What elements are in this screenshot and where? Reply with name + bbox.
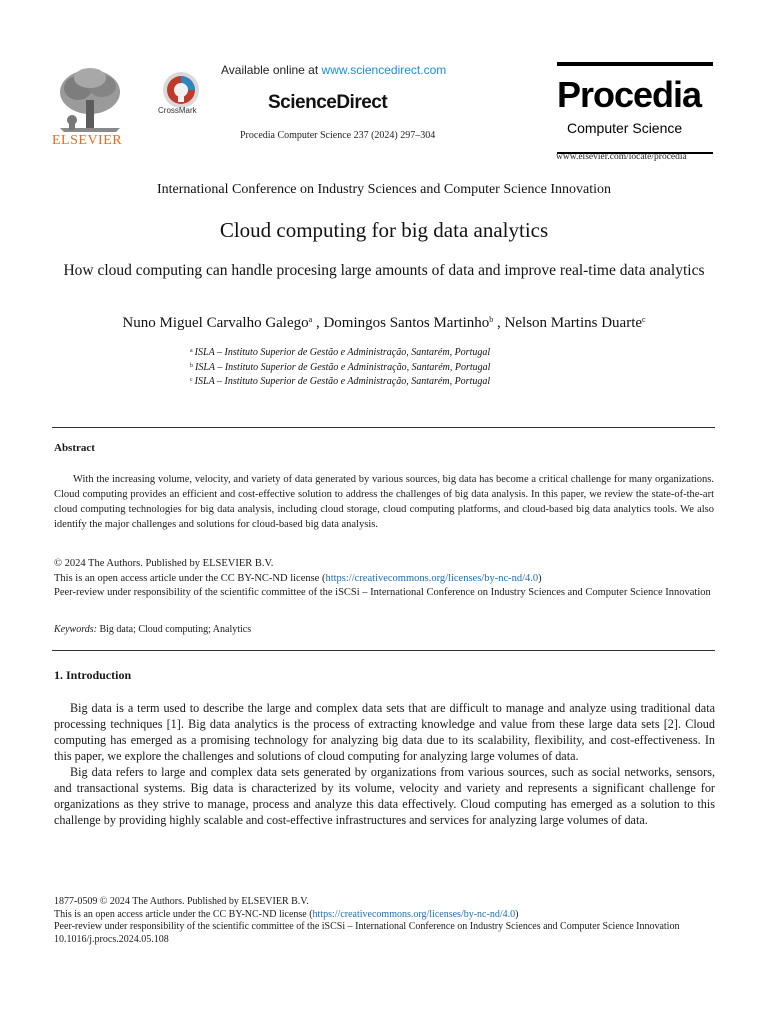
conference-name: International Conference on Industry Sciences and Computer Science Innovation <box>156 182 612 197</box>
crossmark-icon[interactable] <box>157 70 207 126</box>
available-online <box>221 63 446 77</box>
affiliation-mark: b <box>190 362 193 369</box>
author-separator: , <box>312 315 324 331</box>
elsevier-wordmark: ELSEVIER <box>52 133 123 148</box>
sciencedirect-title: ScienceDirect <box>268 92 388 113</box>
abstract-text: With the increasing volume, velocity, and variety of data generated by various sources, big data has become a critical challenge for many organizations. Cloud computing provides an efficient and cost-effective solution to address the challenges of big data analysis. In this paper, we review the state-of-the-art cloud computing technologies for big data analysis, including cloud storage, cloud computing platforms, and cloud-based big data analytics tools. We also identify the major challenges and solutions for cloud-based big data analysis. <box>54 474 714 530</box>
footer-open-access-suffix: ) <box>515 908 519 920</box>
license-block <box>54 557 714 601</box>
issn-line: 1877-0509 © 2024 The Authors. Published by ELSEVIER B.V. <box>54 896 309 907</box>
abstract-top-rule <box>52 427 715 428</box>
journal-reference: Procedia Computer Science 237 (2024) 297–304 <box>240 130 436 141</box>
affiliation-list <box>190 345 610 389</box>
license-link[interactable]: https://creativecommons.org/licenses/by-nc-nd/4.0 <box>325 572 539 584</box>
keywords-list: Big data; Cloud computing; Analytics <box>99 624 252 635</box>
footer-peer-review: Peer-review under responsibility of the scientific committee of the iSCSi – International Conference on Industry Sciences and Computer Science Innovation <box>54 921 680 933</box>
paper-title: Cloud computing for big data analytics <box>219 218 549 242</box>
sciencedirect-link[interactable]: www.sciencedirect.com <box>321 63 447 77</box>
procedia-wordmark: Procedia <box>557 74 702 115</box>
introduction-heading: 1. Introduction <box>54 668 132 682</box>
author-list <box>0 315 768 332</box>
affiliation <box>190 345 610 360</box>
affiliation-text: ISLA – Instituto Superior de Gestão e Administração, Santarém, Portugal <box>195 361 491 373</box>
journal-header <box>0 56 768 168</box>
affiliation-mark: c <box>190 377 193 383</box>
author-name: Nuno Miguel Carvalho Galego <box>122 315 309 331</box>
author-mark: b <box>489 315 494 324</box>
available-prefix: Available online at <box>221 63 322 77</box>
abstract-heading: Abstract <box>54 442 95 454</box>
affiliation <box>190 360 610 375</box>
introduction-body <box>54 700 715 828</box>
journal-url[interactable]: www.elsevier.com/locate/procedia <box>556 152 687 162</box>
peer-review-line: Peer-review under responsibility of the scientific committee of the iSCSi – International Conference on Industry Sciences and Computer Science Innovation <box>54 587 711 598</box>
keywords-line <box>54 624 251 635</box>
procedia-subtitle: Computer Science <box>567 120 683 136</box>
open-access-suffix: ) <box>538 572 542 584</box>
paragraph: Big data refers to large and complex data sets generated by organizations from various sources, such as social networks, sensors, and transactional systems. Big data is characterized by its volume, velocity and variety and represents a significant challenge for organizations as they strive to manage, process and analyze this data effectively. Cloud computing has emerged as a solution to this challenge by providing highly scalable and cost-effective infrastructures and services for analyzing large volumes of data. <box>54 765 715 827</box>
affiliation <box>190 374 610 389</box>
author-mark: c <box>642 315 646 324</box>
doi-line[interactable]: 10.1016/j.procs.2024.05.108 <box>54 933 169 945</box>
open-access-prefix: This is an open access article under the CC BY-NC-ND license ( <box>54 572 326 584</box>
paper-subtitle: How cloud computing can handle procesing large amounts of data and improve real-time data analytics <box>63 262 705 279</box>
author-mark: a <box>308 315 313 324</box>
keywords-label: Keywords: <box>54 624 97 635</box>
crossmark-label: CrossMark <box>158 106 197 115</box>
footer-license-link[interactable]: https://creativecommons.org/licenses/by-nc-nd/4.0 <box>312 908 516 920</box>
affiliation-text: ISLA – Instituto Superior de Gestão e Administração, Santarém, Portugal <box>194 347 491 358</box>
affiliation-mark: a <box>190 348 193 354</box>
paragraph: Big data is a term used to describe the large and complex data sets that are difficult to manage and analyze using traditional data processing techniques [1]. Big data analytics is the process of extracting knowledge and value from these large data sets [2]. Cloud computing has emerged as a promising technology for analyzing big data due to its scalability, flexibility, and cost-effectiveness. In this paper, we explore the challenges and solutions of cloud computing for analyzing large volumes of data. <box>54 701 715 763</box>
affiliation-text: ISLA – Instituto Superior de Gestão e Administração, Santarém, Portugal <box>194 376 491 387</box>
author-name: Nelson Martins Duarte <box>504 315 643 331</box>
footer-open-access-prefix: This is an open access article under the CC BY-NC-ND license ( <box>54 908 313 920</box>
page-footer <box>54 896 714 946</box>
copyright-line: © 2024 The Authors. Published by ELSEVIER B.V. <box>54 558 274 569</box>
footer-open-access-line <box>54 909 714 922</box>
procedia-logo <box>557 62 713 154</box>
open-access-line <box>54 572 714 587</box>
author-separator: , <box>493 315 505 331</box>
intro-top-rule <box>52 650 715 651</box>
author-name: Domingos Santos Martinho <box>323 315 490 331</box>
